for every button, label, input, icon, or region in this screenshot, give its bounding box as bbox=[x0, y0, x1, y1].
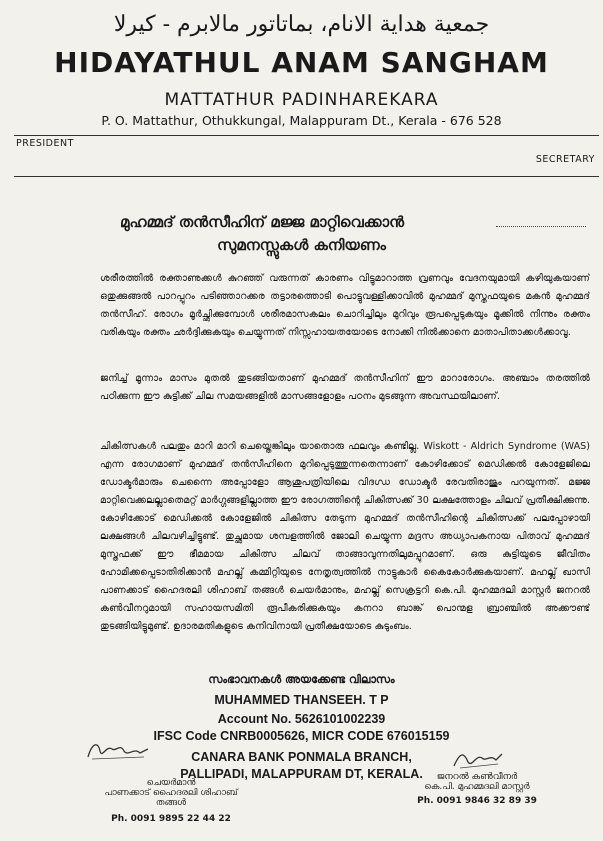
chairman-phone: Ph. 0091 9895 22 44 22 bbox=[111, 814, 231, 824]
president-label: PRESIDENT bbox=[16, 138, 74, 149]
arabic-org-name: جمعية هداية الانام، بماتاتور مالابرم - كيرلا bbox=[113, 12, 490, 37]
org-place: MATTATHUR PADINHAREKARA bbox=[164, 90, 439, 110]
appeal-paragraph-2: ജനിച്ച് മൂന്നാം മാസം മുതൽ തുടങ്ങിയതാണ് മുഹമ്മദ് തൻസീഹിന് ഈ മാറാരോഗം. അഞ്ചാം തരത്തിൽ പഠിക്കുന്ന ഈ കുട്ടിക്ക് ചില സമയങ്ങളിൽ മാസങ്ങളോളം പഠനം മുടങ്ങുന്ന അവസ്ഥയിലാണ്. bbox=[100, 373, 590, 402]
convener-signature bbox=[450, 748, 505, 770]
header-rule-top bbox=[14, 135, 599, 136]
chairman-block bbox=[96, 778, 246, 824]
donation-address-heading: സംഭാവനകൾ അയക്കേണ്ട വിലാസം bbox=[208, 673, 395, 686]
account-holder-name: MUHAMMED THANSEEH. T P bbox=[214, 693, 389, 707]
chairman-signature bbox=[84, 737, 154, 763]
header-rule-bottom bbox=[14, 176, 599, 177]
secretary-label: SECRETARY bbox=[535, 154, 595, 165]
bank-codes: IFSC Code CNRB0005626, MICR CODE 676015159 bbox=[153, 729, 450, 743]
org-address: P. O. Mattathur, Othukkungal, Malappuram Dt., Kerala - 676 528 bbox=[101, 113, 502, 128]
appeal-title-line2: സുമനസ്സുകൾ കനിയണം bbox=[217, 236, 386, 254]
chairman-name: പാണക്കാട് ഹൈദരലി ശിഹാബ് തങ്ങൾ bbox=[104, 788, 238, 808]
org-name: HIDAYATHUL ANAM SANGHAM bbox=[54, 46, 549, 79]
convener-role: ജനറൽ കൺവീനർ bbox=[436, 772, 518, 782]
appeal-paragraph-1: ശരീരത്തിൽ രക്താണുക്കൾ കുറഞ്ഞ് വരുന്നത് കാരണം വിട്ടുമാറാത്ത വ്രണവും വേദനയുമായി കഴിയുകയാണ് ഒതുക്കുങ്ങൽ പാറപ്പുറം പടിഞ്ഞാറക്കര തട്ടാരത്തൊടി പൊട്ടുവള്ളിക്കാവിൽ മുഹമ്മദ് മുസ്തഫയുടെ മകൻ മുഹമ്മദ് തൻസീഹ്. രോഗം മൂർച്ഛിക്കുമ്പോൾ ശരീരമാസകലം ചൊറിച്ചിലും മുറിവും രൂപപ്പെടുകയും മൂക്കിൽ നിന്നും രക്തം വരികയും രക്തം ഛർദ്ദിക്കുകയും ചെയ്യുന്നത് നിസ്സഹായതയോടെ നോക്കി നിൽക്കാനെ മാതാപിതാക്കൾക്കാവൂ. bbox=[100, 273, 590, 338]
convener-name: കെ.പി. മുഹമ്മദലി മാസ്റ്റർ bbox=[424, 782, 530, 792]
appeal-title-line1: മുഹമ്മദ് തൻസീഹിന് മജ്ജ മാറ്റിവെക്കാൻ bbox=[120, 213, 405, 231]
chairman-role: ചെയർമാൻ bbox=[146, 778, 196, 788]
title-dotted-line bbox=[496, 226, 586, 227]
convener-block bbox=[402, 772, 552, 806]
account-number: Account No. 5626101002239 bbox=[217, 712, 386, 726]
convener-phone: Ph. 0091 9846 32 89 39 bbox=[417, 796, 537, 806]
appeal-paragraph-3: ചികിത്സകൾ പലതും മാറി മാറി ചെയ്തെങ്കിലും യാതൊരു ഫലവും കണ്ടില്ല. Wiskott - Aldrich Syndrome (WAS) എന്ന രോഗമാണ് മുഹമ്മദ് തൻസീഹിനെ മുറിപ്പെടുത്തുന്നതെന്നാണ് കോഴിക്കോട് മെഡിക്കൽ കോളേജിലെ ഡോക്ടർമാരും ചെന്നൈ അപ്പോളോ ആശുപത്രിയിലെ വിദഗ്ധ ഡോക്ടർ രേവതിരാജും പറയുന്നത്. മജ്ജ മാറ്റിവെക്കലല്ലാതെമറ്റ് മാർഗ്ഗങ്ങളില്ലാത്ത ഈ രോഗത്തിന്റെ ചികിത്സക്ക് 30 ലക്ഷത്തോളം ചിലവ് പ്രതീക്ഷിക്കുന്നു. കോഴിക്കോട് മെഡിക്കൽ കോളേജിൽ ചികിത്സ തേടുന്ന മുഹമ്മദ് തൻസീഹിന്റെ ചികിത്സക്ക് പലപ്പോഴായി ലക്ഷങ്ങൾ ചിലവഴിച്ചിട്ടുണ്ട്. തുച്ഛമായ ശമ്പളത്തിൽ ജോലി ചെയ്യുന്ന മദ്രസ അധ്യാപകനായ പിതാവ് മുഹമ്മദ് മുസ്തഫക്ക് ഈ ഭീമമായ ചികിത്സ ചിലവ് താങ്ങാവുന്നതിലുമപ്പുറമാണ്. ഒരു കുട്ടിയുടെ ജീവിതം ഹോമിക്കപ്പെടാതിരിക്കാൻ മഹല്ല് കമ്മിറ്റിയുടെ നേതൃത്വത്തിൽ നാട്ടുകാർ കൈകോർക്കുകയാണ്. മഹല്ല് ഖാസി പാണക്കാട് ഹൈദരലി ശിഹാബ് തങ്ങൾ ചെയർമാനും, മഹല്ല് സെക്രട്ടറി കെ.പി. മുഹമ്മദലി മാസ്റ്റർ ജനറൽ കൺവീനറുമായി സഹായസമിതി രൂപീകരിക്കുകയും കനറാ ബാങ്ക് പൊന്മള ബ്രാഞ്ചിൽ അക്കൗണ്ട് തുടങ്ങിയിട്ടുമുണ്ട്. ഉദാരമതികളുടെ കനിവിനായി പ്രതീക്ഷയോടെ കുടുംബം. bbox=[100, 441, 590, 632]
bank-branch-line1: CANARA BANK PONMALA BRANCH, bbox=[191, 750, 412, 764]
bank-branch-line2: PALLIPADI, MALAPPURAM DT, KERALA. bbox=[180, 767, 423, 781]
